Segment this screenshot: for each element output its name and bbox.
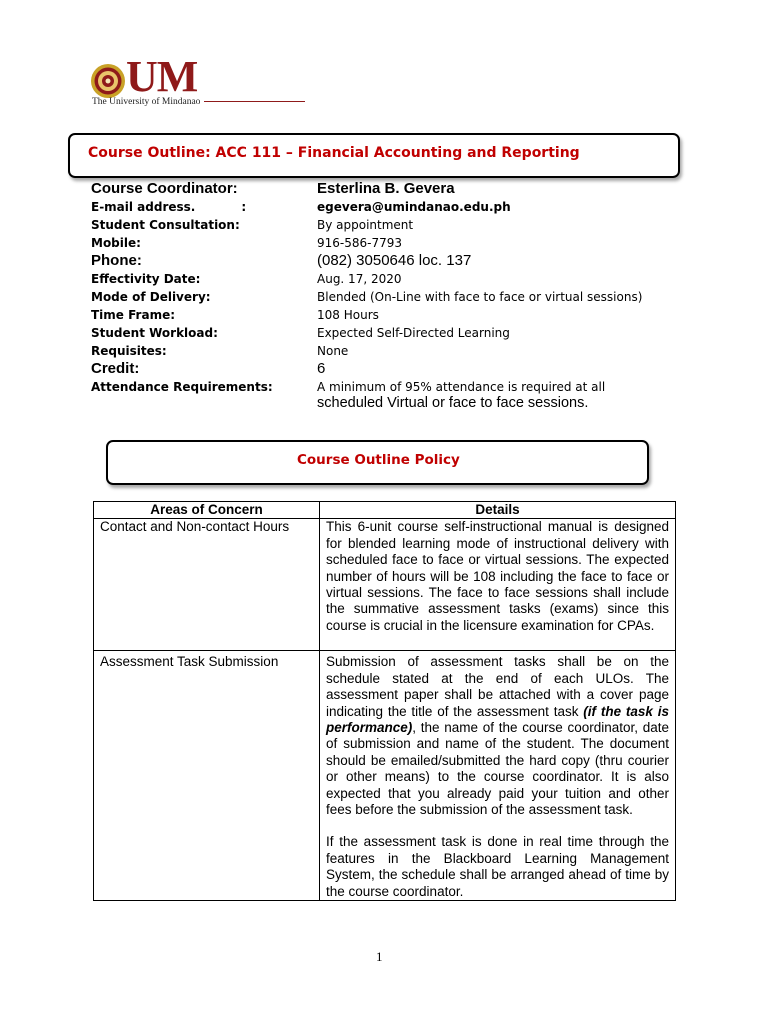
timeframe-value: 108 Hours	[317, 308, 379, 322]
effectivity-value: Aug. 17, 2020	[317, 272, 402, 286]
coordinator-value: Esterlina B. Gevera	[317, 180, 455, 197]
university-logo	[90, 52, 230, 110]
logo-wordmark: UM	[126, 52, 198, 101]
consultation-label: Student Consultation:	[91, 218, 240, 232]
effectivity-label: Effectivity Date:	[91, 272, 201, 286]
info-row-attendance	[91, 379, 691, 411]
requisites-label: Requisites:	[91, 344, 167, 358]
credit-label: Credit:	[91, 360, 140, 377]
course-title: Course Outline: ACC 111 – Financial Accounting and Reporting	[88, 145, 580, 161]
details-text-cont: , the name of the course coordinator, date of submission and name of the student. The document should be emailed/submitted the hard copy (thru courier or other means) to the course coordinator. It is also expected that you already paid your tuition and other fees before the submission of the assessment task.	[326, 720, 669, 818]
page-number: 1	[376, 949, 383, 964]
timeframe-label: Time Frame:	[91, 308, 176, 322]
requisites-value: None	[317, 344, 349, 358]
info-row-consultation	[91, 217, 691, 235]
policy-table	[93, 501, 676, 901]
info-row-timeframe	[91, 307, 691, 325]
logo-divider	[204, 101, 305, 102]
coordinator-label: Course Coordinator:	[91, 180, 238, 197]
info-row-requisites	[91, 343, 691, 361]
phone-label: Phone:	[91, 252, 142, 269]
policy-title: Course Outline Policy	[297, 452, 460, 468]
attendance-value: A minimum of 95% attendance is required at all	[317, 380, 606, 394]
info-row-effectivity	[91, 271, 691, 289]
info-row-coordinator	[91, 181, 691, 199]
email-label: E-mail address. :	[91, 200, 247, 214]
info-row-workload	[91, 325, 691, 343]
details-text: Submission of assessment tasks shall be on the schedule stated at the end of each ULOs. The assessment paper shall be attached with a cover page indicating the title of the assessment task	[326, 654, 669, 719]
university-seal-icon	[90, 63, 126, 99]
header-areas: Areas of Concern	[94, 502, 320, 519]
info-row-credit	[91, 361, 691, 379]
email-value: egevera@umindanao.edu.ph	[317, 200, 511, 214]
row-details	[320, 651, 676, 901]
mobile-value: 916-586-7793	[317, 236, 403, 250]
mobile-label: Mobile:	[91, 236, 141, 250]
details-paragraph-2: If the assessment task is done in real time through the features in the Blackboard Learning Management System, the schedule shall be arranged ahead of time by the course coordinator.	[326, 834, 669, 899]
workload-value: Expected Self-Directed Learning	[317, 326, 510, 340]
attendance-value-continued: scheduled Virtual or face to face sessions.	[317, 395, 589, 411]
university-name: The University of Mindanao	[92, 97, 201, 107]
details-emphasis: (if the task is performance)	[326, 703, 669, 736]
info-row-email	[91, 199, 691, 217]
info-row-delivery	[91, 289, 691, 307]
info-row-phone	[91, 253, 691, 271]
table-header-row	[94, 502, 676, 519]
course-info	[91, 180, 691, 411]
info-row-mobile	[91, 235, 691, 253]
row-area: Contact and Non-contact Hours	[94, 519, 320, 651]
delivery-label: Mode of Delivery:	[91, 290, 211, 304]
attendance-label: Attendance Requirements:	[91, 380, 273, 394]
table-row	[94, 519, 676, 651]
table-row	[94, 651, 676, 901]
workload-label: Student Workload:	[91, 326, 218, 340]
row-area: Assessment Task Submission	[94, 651, 320, 901]
header-details: Details	[320, 502, 676, 519]
delivery-value: Blended (On-Line with face to face or virtual sessions)	[317, 290, 643, 304]
consultation-value: By appointment	[317, 218, 414, 232]
phone-value: (082) 3050646 loc. 137	[317, 252, 472, 269]
credit-value: 6	[317, 360, 326, 377]
row-details: This 6-unit course self-instructional manual is designed for blended learning mode of instructional delivery with scheduled face to face or virtual sessions. The expected number of hours will be 108 including the face to face or virtual sessions. The face to face sessions shall include the summative assessment tasks (exams) since this course is crucial in the licensure examination for CPAs.	[320, 519, 676, 651]
